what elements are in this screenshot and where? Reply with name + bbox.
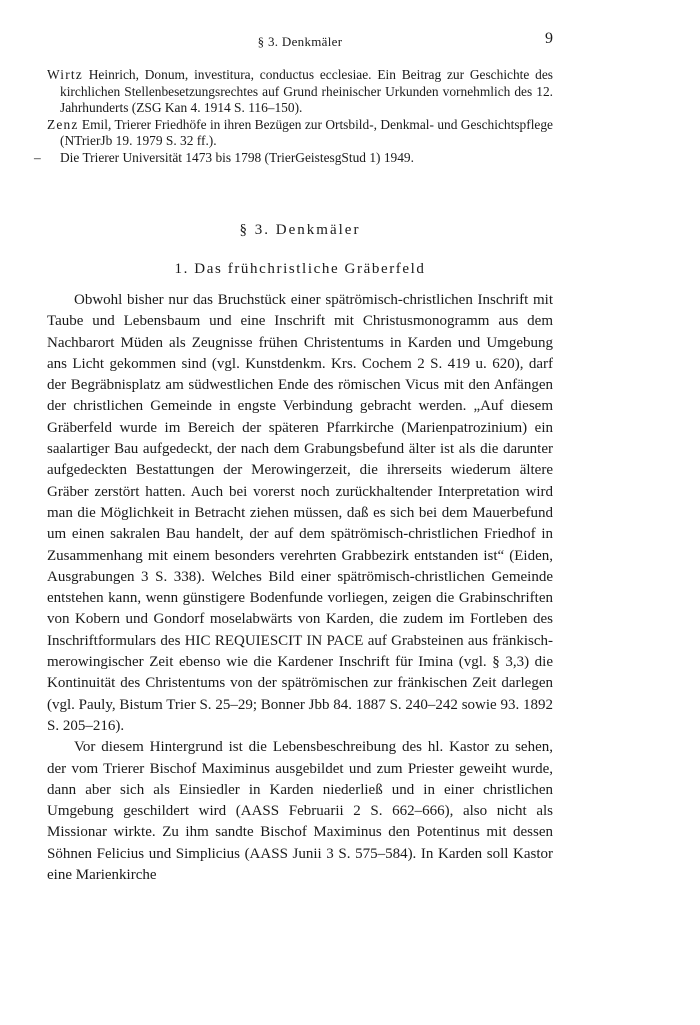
bibliography-entry [47, 117, 553, 150]
bibliography-entry [34, 149, 553, 167]
bibliography-dash: – [34, 149, 41, 165]
bibliography-entry [47, 67, 553, 117]
bibliography [34, 67, 553, 167]
running-head: § 3. Denkmäler [257, 34, 343, 49]
subsection-title: 1. Das frühchristliche Gräberfeld [174, 261, 426, 277]
paragraph: Vor diesem Hintergrund ist die Lebensbeschreibung des hl. Kastor zu sehen, der vom Trierer Bischof Maximinus ausgebildet und zum Priester geweiht wurde, dann aber sich als Einsiedler in Karden niederließ und in einer christlichen Umgebung geschildert wird (AASS Februarii 2 S. 662–666), also nicht als Missionar wirkte. Zu ihm sandte Bischof Maximinus den Potentinus mit dessen Söhnen Felicius und Simplicius (AASS Junii 3 S. 575–584). In Karden soll Kastor eine Marienkirche [47, 739, 553, 884]
page-number: 9 [545, 30, 553, 47]
bibliography-text: Heinrich, Donum, investitura, conductus ecclesiae. Ein Beitrag zur Geschichte des kirchlichen Stellenbesetzungsrechtes auf Grund rheinischer Urkunden vornehmlich des 12. Jahrhunderts (ZSG Kan 4. 1914 S. 116–150). [60, 67, 553, 116]
body-text [47, 290, 553, 886]
bibliography-author: Zenz [47, 116, 79, 132]
bibliography-author: Wirtz [47, 67, 83, 82]
paragraph: Obwohl bisher nur das Bruchstück einer spätrömisch-christlichen Inschrift mit Taube und Lebensbaum und eine Inschrift mit Christusmonogramm aus dem Nachbarort Müden als Zeugnisse frühen Christentums in Karden und Umgebung ans Licht gekommen sind (vgl. Kunstdenkm. Krs. Cochem 2 S. 419 u. 620), darf der Begräbnisplatz am südwestlichen Ende des römischen Vicus mit den Anfängen der christlichen Gemeinde in engste Verbindung gebracht werden. „Auf diesem Gräberfeld wurde im Bereich der späteren Pfarrkirche (Marienpatrozinium) ein saalartiger Bau aufgedeckt, der nach dem Grabungsbefund älter ist als die darunter aufgedeckten Bestattungen der Merowingerzeit, die ihrerseits wiederum ältere Gräber zerstört hatten. Auch bei vorerst noch zurückhaltender Interpretation wird man die Möglichkeit in Betracht ziehen müssen, daß es sich bei dem Mauerbefund um einen sakralen Bau handelt, der auf dem spätrömisch-christlichen Friedhof in Zusammenhang mit einem besonders verehrten Grabbezirk entstanden ist“ (Eiden, Ausgrabungen 3 S. 338). Welches Bild einer spätrömisch-christlichen Gemeinde entstehen kann, wenn günstigere Bodenfunde vorliegen, zeigen die Grabinschriften von Kobern und Gondorf moselabwärts von Karden, die zudem im Fortleben des Inschriftformulars des HIC REQUIESCIT IN PACE auf Grabsteinen aus fränkisch-merowingischer Zeit ebenso wie die Kardener Inschrift für Imina (vgl. § 3,3) die Kontinuität des Christentums von der spätrömischen zur fränkischen Zeit darlegen (vgl. Pauly, Bistum Trier S. 25–29; Bonner Jbb 84. 1887 S. 240–242 sowie 93. 1892 S. 205–216). [47, 292, 553, 734]
bibliography-text: Die Trierer Universität 1473 bis 1798 (TrierGeistesgStud 1) 1949. [60, 149, 414, 165]
bibliography-text: Emil, Trierer Friedhöfe in ihren Bezügen zur Ortsbild-, Denkmal- und Geschichtspflege (NTrierJb 19. 1979 S. 32 ff.). [60, 116, 553, 149]
section-title: § 3. Denkmäler [239, 222, 361, 238]
